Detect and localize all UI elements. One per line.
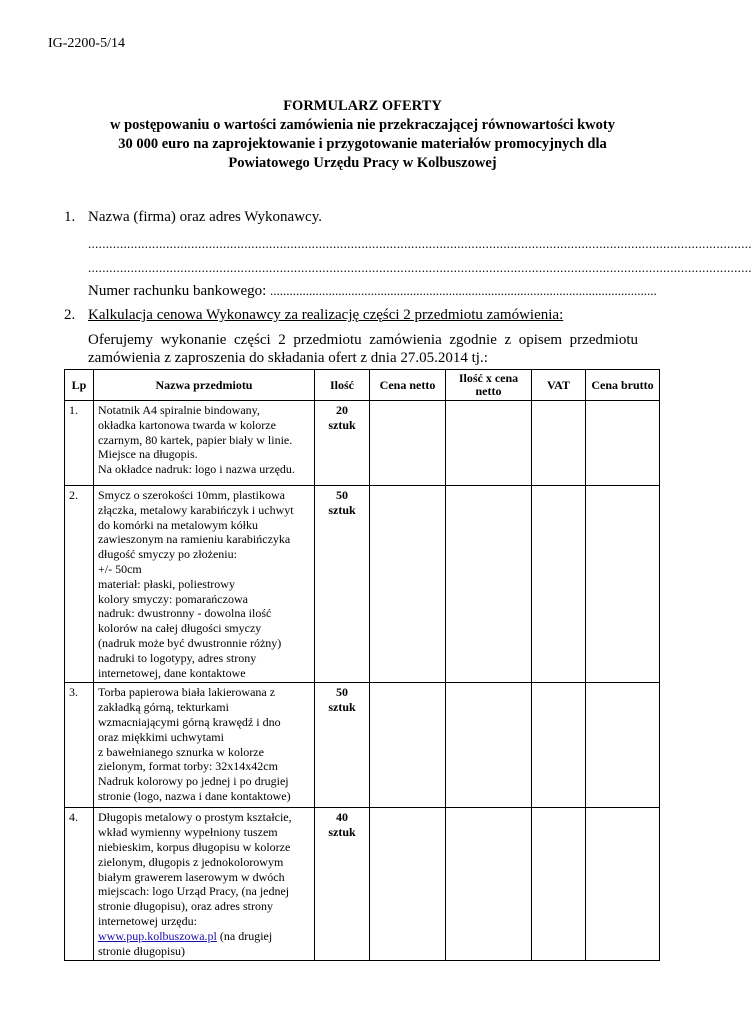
description-line: zakładką górną, tekturkami bbox=[98, 700, 229, 715]
row-quantity bbox=[315, 683, 370, 808]
description-line: wkład wymienny wypełniony tuszem bbox=[98, 825, 278, 840]
row-description bbox=[94, 486, 315, 683]
document-reference: IG-2200-5/14 bbox=[48, 36, 125, 51]
description-line: internetowej urzędu: bbox=[98, 913, 197, 928]
row-quantity bbox=[315, 808, 370, 961]
quantity-number: 20 bbox=[336, 403, 348, 417]
description-line: miejscach: logo Urząd Pracy, (na jednej bbox=[98, 884, 290, 899]
vat-cell[interactable] bbox=[532, 808, 586, 961]
quantity-unit: sztuk bbox=[328, 503, 356, 517]
header-quantity-x-net-price: Ilość x cena netto bbox=[446, 370, 532, 401]
section-2-number: 2. bbox=[64, 307, 76, 323]
quantity-x-net-cell[interactable] bbox=[446, 486, 532, 683]
description-line: internetowej, dane kontaktowe bbox=[98, 665, 246, 680]
gross-price-cell[interactable] bbox=[586, 486, 660, 683]
description-line: kolory smyczy: pomarańczowa bbox=[98, 591, 248, 606]
row-lp: 1. bbox=[65, 401, 94, 486]
quantity-x-net-cell[interactable] bbox=[446, 808, 532, 961]
offer-paragraph: Oferujemy wykonanie części 2 przedmiotu zamówienia zgodnie z opisem przedmiotu zamówienia z zaproszenia do składania ofert z dnia 27.05.2014 tj.: bbox=[88, 332, 638, 366]
description-line: kolorów na całej długości smyczy bbox=[98, 621, 262, 636]
row-description bbox=[94, 808, 315, 961]
description-line: Miejsce na długopis. bbox=[98, 447, 198, 462]
description-line: Smycz o szerokości 10mm, plastikowa bbox=[98, 488, 285, 502]
description-line: nadruki to logotypy, adres strony bbox=[98, 650, 257, 665]
net-price-cell[interactable] bbox=[370, 401, 446, 486]
row-quantity bbox=[315, 401, 370, 486]
description-line: długość smyczy po złożeniu: bbox=[98, 547, 237, 562]
row-lp: 4. bbox=[65, 808, 94, 961]
quantity-number: 40 bbox=[336, 810, 348, 825]
description-line bbox=[98, 929, 310, 944]
title-line: 30 000 euro na zaprojektowanie i przygotowanie materiałów promocyjnych dla bbox=[118, 136, 607, 152]
vat-cell[interactable] bbox=[532, 401, 586, 486]
vat-cell[interactable] bbox=[532, 683, 586, 808]
description-line: Na okładce nadruk: logo i nazwa urzędu. bbox=[98, 462, 295, 477]
description-line: oraz miękkimi uchwytami bbox=[98, 729, 224, 744]
description-line: do komórki na metalowym kółku bbox=[98, 517, 258, 532]
quantity-unit: sztuk bbox=[328, 700, 356, 715]
description-line: okładka kartonowa twarda w kolorze bbox=[98, 417, 276, 432]
row-description bbox=[94, 683, 315, 808]
title-line: FORMULARZ OFERTY bbox=[283, 98, 442, 114]
header-vat: VAT bbox=[532, 370, 586, 401]
title-line: w postępowaniu o wartości zamówienia nie przekraczającej równowartości kwoty bbox=[109, 117, 615, 133]
description-line: zawieszonym na ramieniu karabińczyka bbox=[98, 532, 291, 547]
quantity-x-net-cell[interactable] bbox=[446, 401, 532, 486]
header-gross-price: Cena brutto bbox=[586, 370, 660, 401]
description-line: nadruk: dwustronny - dowolna ilość bbox=[98, 606, 272, 621]
gross-price-cell[interactable] bbox=[586, 683, 660, 808]
description-line: Nadruk kolorowy po jednej i po drugiej bbox=[98, 774, 289, 789]
description-line: z bawełnianego sznurka w kolorze bbox=[98, 744, 264, 759]
bank-account-label: Numer rachunku bankowego: bbox=[88, 283, 271, 299]
address-line-1: ........................................................................................................................................................................................... bbox=[88, 236, 752, 251]
price-table bbox=[64, 369, 660, 961]
description-line: stronie długopisu) bbox=[98, 943, 185, 958]
header-item-name: Nazwa przedmiotu bbox=[94, 370, 315, 401]
description-line: czarnym, 80 kartek, papier biały w linie. bbox=[98, 432, 293, 447]
gross-price-cell[interactable] bbox=[586, 401, 660, 486]
quantity-number: 50 bbox=[336, 488, 348, 502]
address-line-2: ........................................................................................................................................................................................... bbox=[88, 260, 752, 275]
table-row bbox=[65, 486, 660, 683]
description-line: (nadruk może być dwustronnie różny) bbox=[98, 635, 282, 650]
quantity-unit: sztuk bbox=[328, 418, 356, 432]
row-lp: 2. bbox=[65, 486, 94, 683]
quantity-x-net-cell[interactable] bbox=[446, 683, 532, 808]
description-line: +/- 50cm bbox=[98, 561, 142, 576]
section-1-number: 1. bbox=[64, 209, 76, 225]
bank-account-line bbox=[88, 283, 657, 300]
row-lp: 3. bbox=[65, 683, 94, 808]
net-price-cell[interactable] bbox=[370, 683, 446, 808]
table-row bbox=[65, 683, 660, 808]
quantity-unit: sztuk bbox=[328, 825, 356, 840]
vat-cell[interactable] bbox=[532, 486, 586, 683]
table-row bbox=[65, 401, 660, 486]
net-price-cell[interactable] bbox=[370, 486, 446, 683]
description-line: wzmacniającymi górną krawędź i dno bbox=[98, 714, 281, 729]
link-suffix: (na drugiej bbox=[216, 928, 273, 943]
description-line: zielonym, długopis z jednokolorowym bbox=[98, 854, 284, 869]
description-line: Notatnik A4 spiralnie bindowany, bbox=[98, 403, 260, 417]
net-price-cell[interactable] bbox=[370, 808, 446, 961]
description-line: białym grawerem laserowym w dwóch bbox=[98, 869, 285, 884]
description-line: Torba papierowa biała lakierowana z bbox=[98, 685, 276, 700]
header-net-price: Cena netto bbox=[370, 370, 446, 401]
description-line: materiał: płaski, poliestrowy bbox=[98, 576, 235, 591]
description-line: stronie (logo, nazwa i dane kontaktowe) bbox=[98, 788, 291, 803]
header-quantity: Ilość bbox=[315, 370, 370, 401]
section-2-label: Kalkulacja cenowa Wykonawcy za realizację części 2 przedmiotu zamówienia: bbox=[88, 307, 564, 323]
description-line: niebieskim, korpus długopisu w kolorze bbox=[98, 839, 291, 854]
bank-account-dots: ....................................................................................................................... bbox=[270, 283, 657, 298]
form-title bbox=[60, 97, 665, 173]
description-line: Długopis metalowy o prostym kształcie, bbox=[98, 810, 292, 825]
website-link[interactable]: www.pup.kolbuszowa.pl bbox=[98, 928, 217, 943]
quantity-number: 50 bbox=[336, 685, 348, 700]
description-line: stronie długopisu), oraz adres strony bbox=[98, 899, 273, 914]
row-quantity bbox=[315, 486, 370, 683]
gross-price-cell[interactable] bbox=[586, 808, 660, 961]
row-description bbox=[94, 401, 315, 486]
header-lp: Lp bbox=[65, 370, 94, 401]
section-1-label: Nazwa (firma) oraz adres Wykonawcy. bbox=[88, 209, 322, 225]
title-line: Powiatowego Urzędu Pracy w Kolbuszowej bbox=[228, 155, 497, 171]
table-row bbox=[65, 808, 660, 961]
table-header-row bbox=[65, 370, 660, 401]
description-line: złączka, metalowy karabińczyk i uchwyt bbox=[98, 502, 294, 517]
description-line: zielonym, format torby: 32x14x42cm bbox=[98, 759, 278, 774]
